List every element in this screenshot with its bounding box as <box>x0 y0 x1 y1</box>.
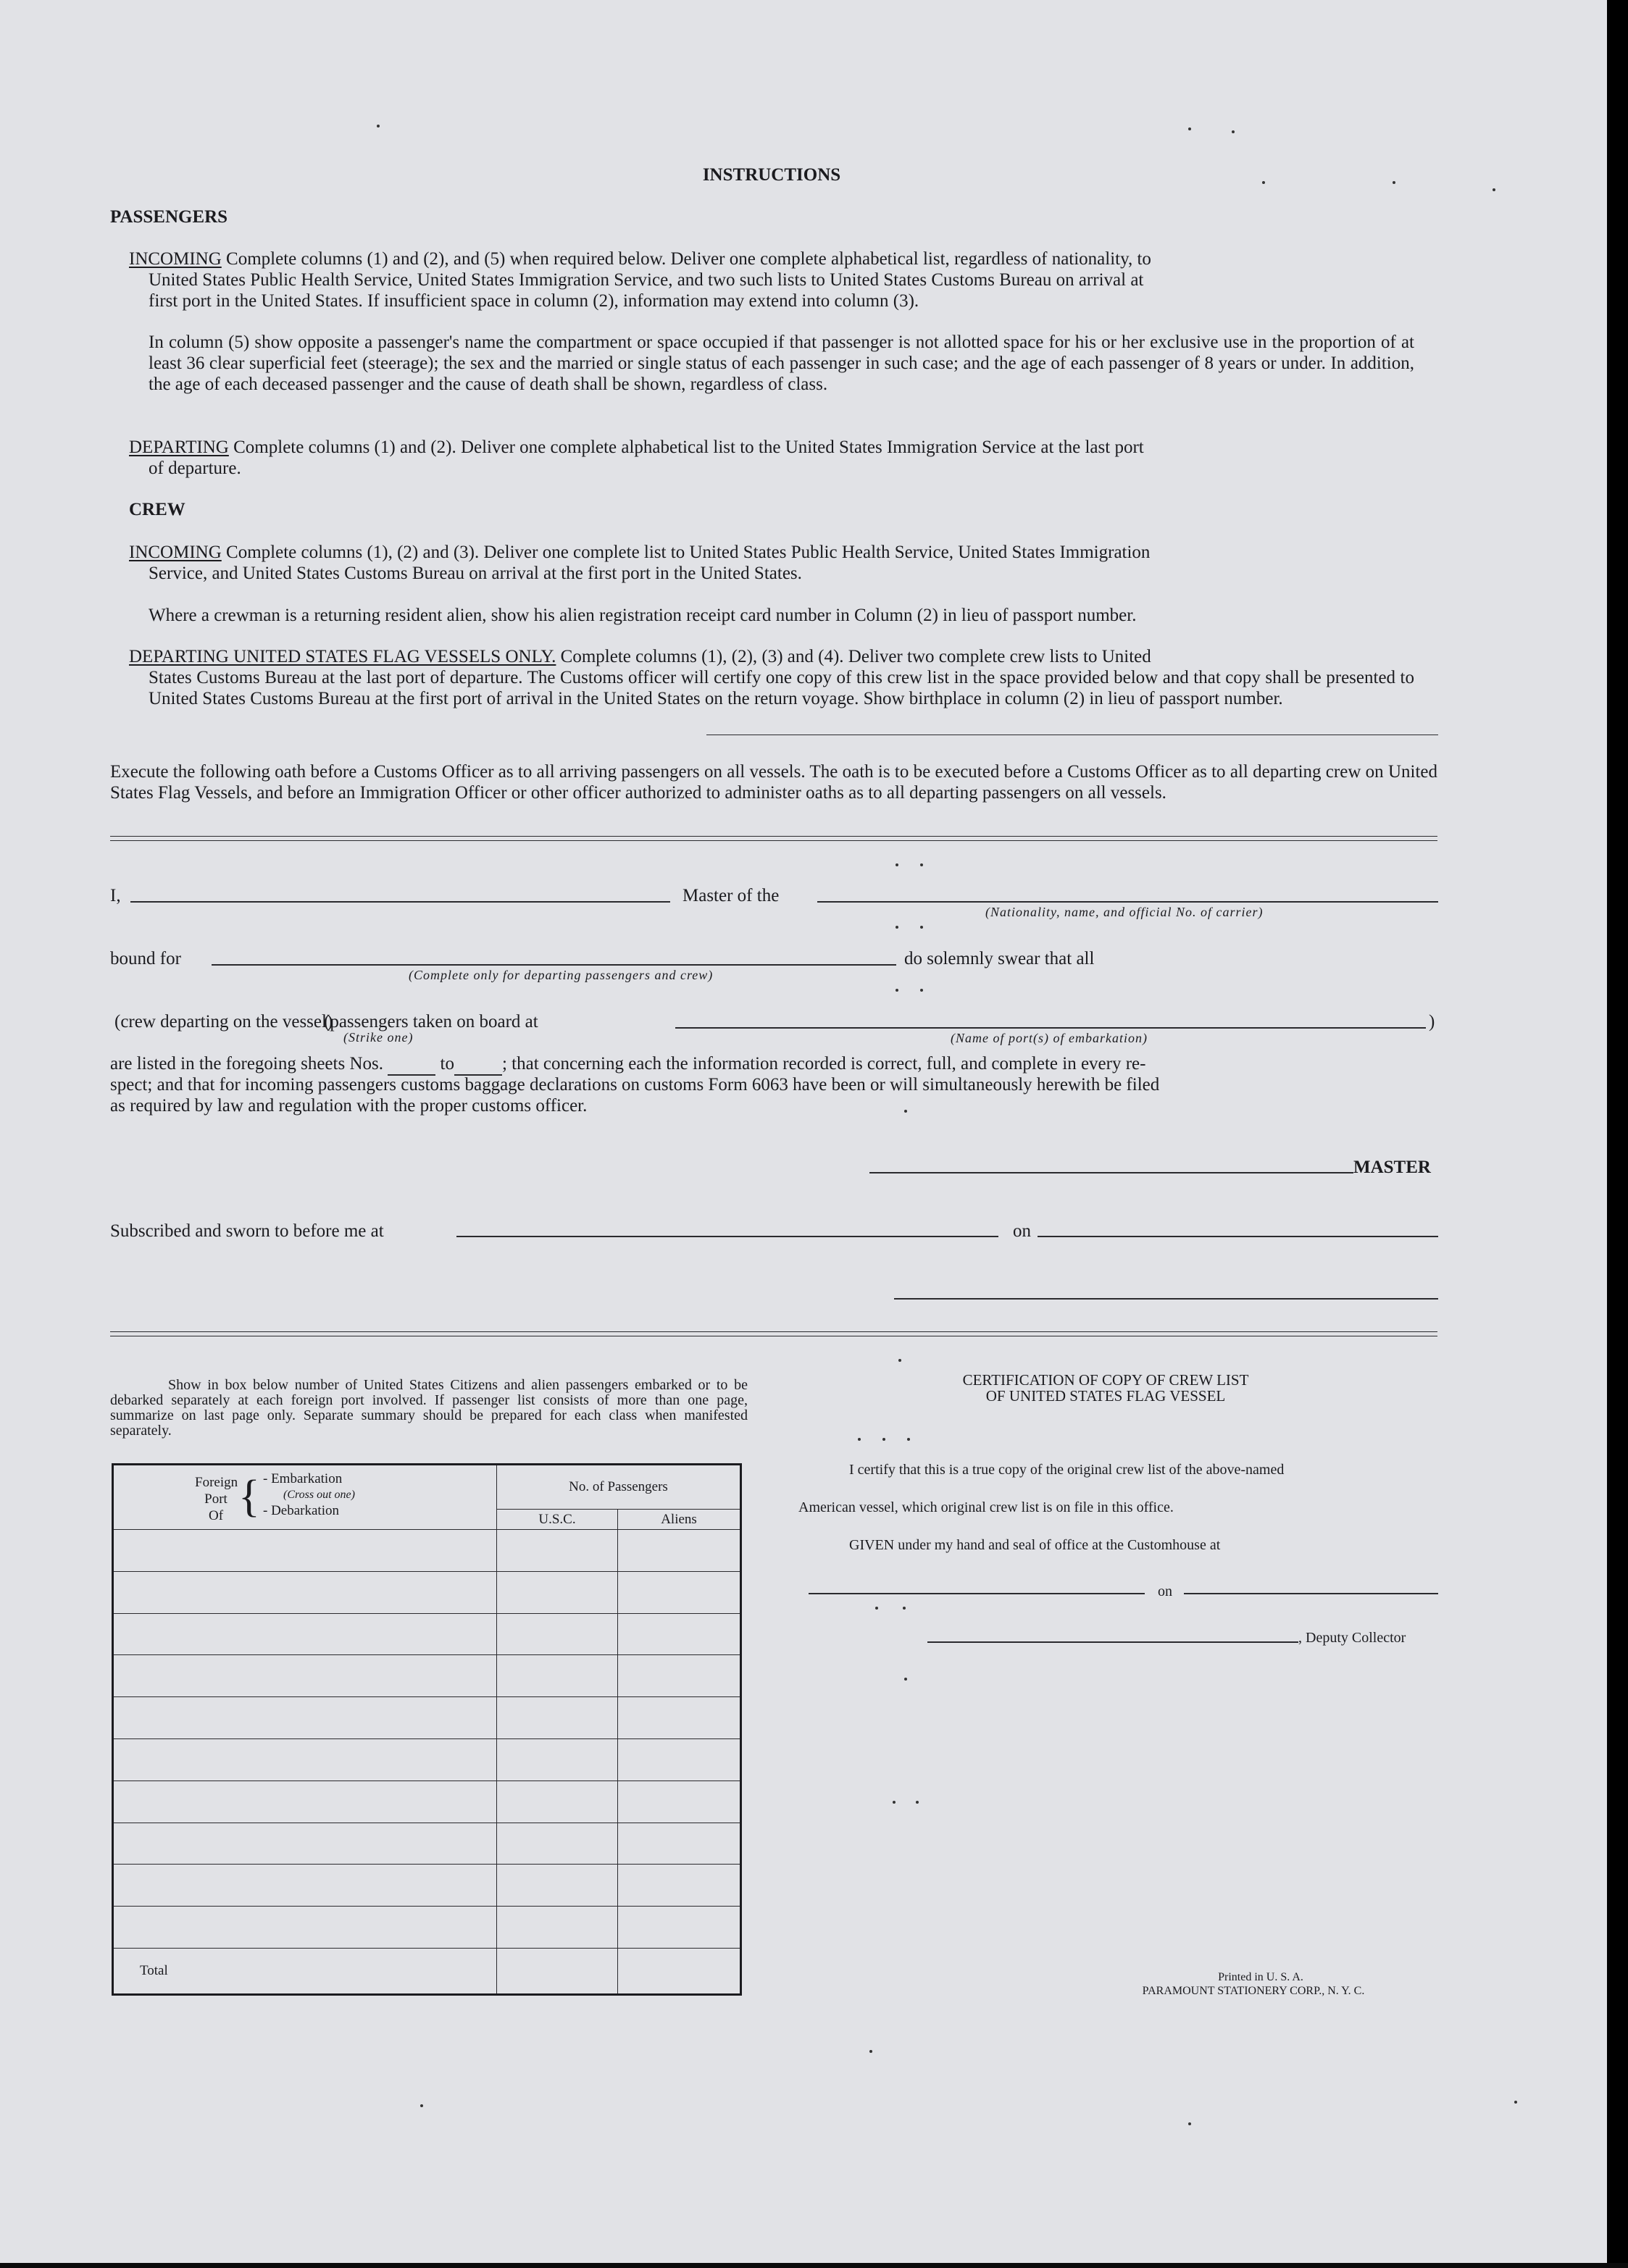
passengers-departing-line2: of departure. <box>149 459 241 478</box>
customhouse-field[interactable] <box>809 1593 1145 1594</box>
certification-title-line1: CERTIFICATION OF COPY OF CREW LIST <box>962 1371 1249 1389</box>
port-cell[interactable] <box>113 1571 497 1613</box>
crew-departing-label: DEPARTING UNITED STATES FLAG VESSELS ONLY. <box>129 647 556 666</box>
master-name-field[interactable] <box>130 901 670 903</box>
usc-cell[interactable] <box>497 1738 618 1780</box>
master-signature-field[interactable] <box>869 1172 1353 1173</box>
passengers-incoming-note: In column (5) show opposite a passenger's name the compartment or space occupied if that passenger is not allotted space for his or her exclusive use in the proportion of at least 36 clear superficial feet (steerage); the sex and the married or single status of each passenger in such case; and the age of each passenger of 8 years or under. In addition, the age of each deceased passenger and the cause of death shall be shown, regardless of class. <box>149 332 1414 394</box>
oath-i: I, <box>110 886 121 905</box>
bound-caption: (Complete only for departing passengers and crew) <box>409 968 714 982</box>
foreign-port-of <box>195 1474 237 1524</box>
total-usc-cell[interactable] <box>497 1949 618 1995</box>
departing-text: Complete columns (1) and (2). Deliver one complete alphabetical list to the United States Immigration Service at the last port <box>228 438 1144 457</box>
divider <box>110 840 1437 841</box>
passengers-heading: PASSENGERS <box>110 207 228 227</box>
table-row <box>113 1571 741 1613</box>
page-title: INSTRUCTIONS <box>702 165 841 185</box>
port-cell[interactable] <box>113 1697 497 1739</box>
port-cell[interactable] <box>113 1907 497 1949</box>
cross-out-label: (Cross out one) <box>283 1489 355 1501</box>
crew-incoming-line2: Service, and United States Customs Bureau on arrival at the first port in the United States. <box>149 564 802 583</box>
aliens-cell[interactable] <box>618 1780 741 1823</box>
printer-imprint <box>1109 1970 1398 1998</box>
crew-departing-text: Complete columns (1), (2), (3) and (4). Deliver two complete crew lists to United <box>556 647 1151 666</box>
table-row <box>113 1697 741 1739</box>
strike-one-caption: (Strike one) <box>343 1030 414 1045</box>
table-row <box>113 1738 741 1780</box>
embarkation-port-field[interactable] <box>675 1027 1426 1029</box>
crew-incoming-label: INCOMING <box>129 543 222 562</box>
usc-cell[interactable] <box>497 1530 618 1572</box>
certification-line1: I certify that this is a true copy of the original crew list of the above-named <box>849 1462 1285 1478</box>
carrier-caption: (Nationality, name, and official No. of carrier) <box>985 905 1264 919</box>
officer-signature-field[interactable] <box>894 1298 1438 1300</box>
scan-speck <box>1493 188 1495 191</box>
passengers-taken-option: (passengers taken on board at <box>324 1012 538 1032</box>
listed-text: are listed in the foregoing sheets Nos. <box>110 1054 383 1074</box>
scan-speck <box>875 1607 878 1610</box>
aliens-cell[interactable] <box>618 1530 741 1572</box>
certification-title <box>830 1372 1381 1404</box>
passengers-departing-line1 <box>129 437 1144 458</box>
scan-speck <box>893 1801 896 1804</box>
usc-cell[interactable] <box>497 1613 618 1655</box>
foreign-label: Foreign <box>195 1475 238 1490</box>
scan-speck <box>420 2104 423 2107</box>
printer-line2: PARAMOUNT STATIONERY CORP., N. Y. C. <box>1142 1985 1365 1997</box>
table-row <box>113 1655 741 1697</box>
scan-border <box>0 2263 1628 2268</box>
crew-incoming-note: Where a crewman is a returning resident alien, show his alien registration receipt card number in Column (2) in lieu of passport number. <box>149 606 1137 625</box>
bound-for-field[interactable] <box>212 964 896 966</box>
sworn-location-field[interactable] <box>456 1236 998 1237</box>
aliens-cell[interactable] <box>618 1907 741 1949</box>
table-row <box>113 1907 741 1949</box>
scan-speck <box>920 863 923 866</box>
scan-speck <box>903 1607 906 1610</box>
no-passengers-header: No. of Passengers <box>497 1465 741 1510</box>
table-header-row <box>113 1465 741 1510</box>
usc-cell[interactable] <box>497 1823 618 1865</box>
scan-speck <box>869 2050 872 2053</box>
port-cell[interactable] <box>113 1738 497 1780</box>
close-paren: ) <box>1429 1012 1435 1032</box>
scan-speck <box>377 125 380 127</box>
required-line: as required by law and regulation with the proper customs officer. <box>110 1096 588 1116</box>
spect-line: spect; and that for incoming passengers customs baggage declarations on customs Form 6063 have been or will simultaneously herewith be filed <box>110 1075 1160 1095</box>
scan-speck <box>1393 181 1395 184</box>
scan-speck <box>1262 181 1265 184</box>
passengers-incoming-line1 <box>129 248 1151 269</box>
scan-speck <box>858 1438 861 1441</box>
brace-left: { <box>238 1472 260 1521</box>
table-row <box>113 1780 741 1823</box>
deputy-signature-field[interactable] <box>927 1641 1298 1643</box>
usc-header: U.S.C. <box>497 1510 618 1530</box>
usc-cell[interactable] <box>497 1571 618 1613</box>
crew-departing-rest: States Customs Bureau at the last port of departure. The Customs officer will certify one copy of this crew list in the space provided below and that copy shall be presented to United States Customs Bureau at the first port of arrival in the United States on the return voyage. Show birthplace in column (2) in lieu of passport number. <box>149 668 1414 708</box>
port-cell[interactable] <box>113 1780 497 1823</box>
printer-line1: Printed in U. S. A. <box>1218 1971 1303 1983</box>
scan-speck <box>920 926 923 929</box>
master-of-the-label: Master of the <box>682 886 780 905</box>
certification-title-line2: OF UNITED STATES FLAG VESSEL <box>985 1387 1226 1405</box>
scan-speck <box>916 1801 919 1804</box>
port-cell[interactable] <box>113 1865 497 1907</box>
port-cell[interactable] <box>113 1655 497 1697</box>
concerning-text: ; that concerning each the information recorded is correct, full, and complete in every re- <box>501 1054 1146 1074</box>
table-row <box>113 1613 741 1655</box>
port-header-cell <box>113 1465 497 1530</box>
passengers-incoming-line2: United States Public Health Service, United States Immigration Service, and two such lists to United States Customs Bureau on arrival at <box>149 270 1144 290</box>
aliens-cell[interactable] <box>618 1697 741 1739</box>
passengers-incoming-line3: first port in the United States. If insufficient space in column (2), information may extend into column (3). <box>149 291 919 311</box>
sheet-to-field[interactable] <box>454 1053 502 1076</box>
of-label: Of <box>208 1508 224 1523</box>
on-label: on <box>1013 1221 1031 1241</box>
usc-cell[interactable] <box>497 1865 618 1907</box>
master-label: MASTER <box>1353 1158 1431 1177</box>
aliens-cell[interactable] <box>618 1865 741 1907</box>
embarkation-label[interactable]: - Embarkation <box>263 1471 343 1486</box>
table-row <box>113 1823 741 1865</box>
certification-on-label: on <box>1158 1583 1172 1599</box>
port-cell[interactable] <box>113 1823 497 1865</box>
sworn-date-field[interactable] <box>1038 1236 1438 1237</box>
passenger-summary-table <box>112 1463 742 1996</box>
aliens-cell[interactable] <box>618 1738 741 1780</box>
scan-speck <box>1514 2101 1517 2104</box>
port-label: Port <box>204 1491 227 1507</box>
port-cell[interactable] <box>113 1530 497 1572</box>
port-cell[interactable] <box>113 1613 497 1655</box>
table-row <box>113 1530 741 1572</box>
scan-speck <box>896 989 898 992</box>
crew-departing-option: (crew departing on the vessel) <box>114 1012 333 1032</box>
total-row <box>113 1949 741 1995</box>
aliens-header: Aliens <box>618 1510 741 1530</box>
divider <box>110 1331 1437 1332</box>
aliens-cell[interactable] <box>618 1655 741 1697</box>
usc-cell[interactable] <box>497 1907 618 1949</box>
scan-speck <box>1188 2122 1191 2125</box>
aliens-cell[interactable] <box>618 1823 741 1865</box>
table-row <box>113 1865 741 1907</box>
incoming-label: INCOMING <box>129 249 222 269</box>
swear-label: do solemnly swear that all <box>904 949 1095 968</box>
departing-label: DEPARTING <box>129 438 229 457</box>
crew-incoming-text: Complete columns (1), (2) and (3). Deliver one complete list to United States Public Health Service, United States Immigration <box>221 543 1151 562</box>
scan-speck <box>1188 127 1191 130</box>
sheet-from-field[interactable] <box>388 1053 435 1076</box>
scan-speck <box>898 1359 901 1362</box>
aliens-cell[interactable] <box>618 1613 741 1655</box>
crew-departing-line1 <box>129 646 1151 667</box>
aliens-cell[interactable] <box>618 1571 741 1613</box>
listed-line <box>110 1053 1145 1076</box>
total-aliens-cell[interactable] <box>618 1949 741 1995</box>
bound-for-label: bound for <box>110 949 181 968</box>
total-label: Total <box>113 1949 497 1995</box>
divider <box>110 836 1437 837</box>
usc-cell[interactable] <box>497 1655 618 1697</box>
subscribed-label: Subscribed and sworn to before me at <box>110 1221 384 1241</box>
certification-line2: American vessel, which original crew list is on file in this office. <box>798 1499 1174 1515</box>
crew-incoming-line1 <box>129 542 1150 563</box>
oath-instruction: Execute the following oath before a Customs Officer as to all arriving passengers on all vessels. The oath is to be executed before a Customs Officer as to all departing crew on United States Flag Vessels, and before an Immigration Officer or other officer authorized to administer oaths as to all departing passengers on all vessels. <box>110 762 1437 803</box>
scan-speck <box>896 863 898 866</box>
carrier-field[interactable] <box>817 901 1438 903</box>
debarkation-label[interactable]: - Debarkation <box>263 1503 339 1518</box>
scan-speck <box>904 1110 907 1113</box>
scan-speck <box>882 1438 885 1441</box>
certification-line3: GIVEN under my hand and seal of office at the Customhouse at <box>849 1537 1221 1553</box>
incoming-text: Complete columns (1) and (2), and (5) when required below. Deliver one complete alphabetical list, regardless of nationality, to <box>221 249 1151 269</box>
scan-speck <box>1232 130 1235 133</box>
to-text: to <box>440 1054 454 1074</box>
summary-instructions: Show in box below number of United States Citizens and alien passengers embarked or to be debarked separately at each foreign port involved. If passenger list consists of more than one page, summarize on last page only. Separate summary should be prepared for each class when manifested separately. <box>110 1377 748 1439</box>
scan-speck <box>904 1678 907 1681</box>
port-caption: (Name of port(s) of embarkation) <box>951 1031 1148 1045</box>
embark-debark-options <box>263 1471 355 1519</box>
scan-speck <box>896 926 898 929</box>
certification-date-field[interactable] <box>1184 1593 1438 1594</box>
scan-speck <box>920 989 923 992</box>
crew-heading: CREW <box>129 500 185 519</box>
usc-cell[interactable] <box>497 1780 618 1823</box>
deputy-collector-label: , Deputy Collector <box>1298 1630 1406 1646</box>
usc-cell[interactable] <box>497 1697 618 1739</box>
scan-speck <box>907 1438 910 1441</box>
